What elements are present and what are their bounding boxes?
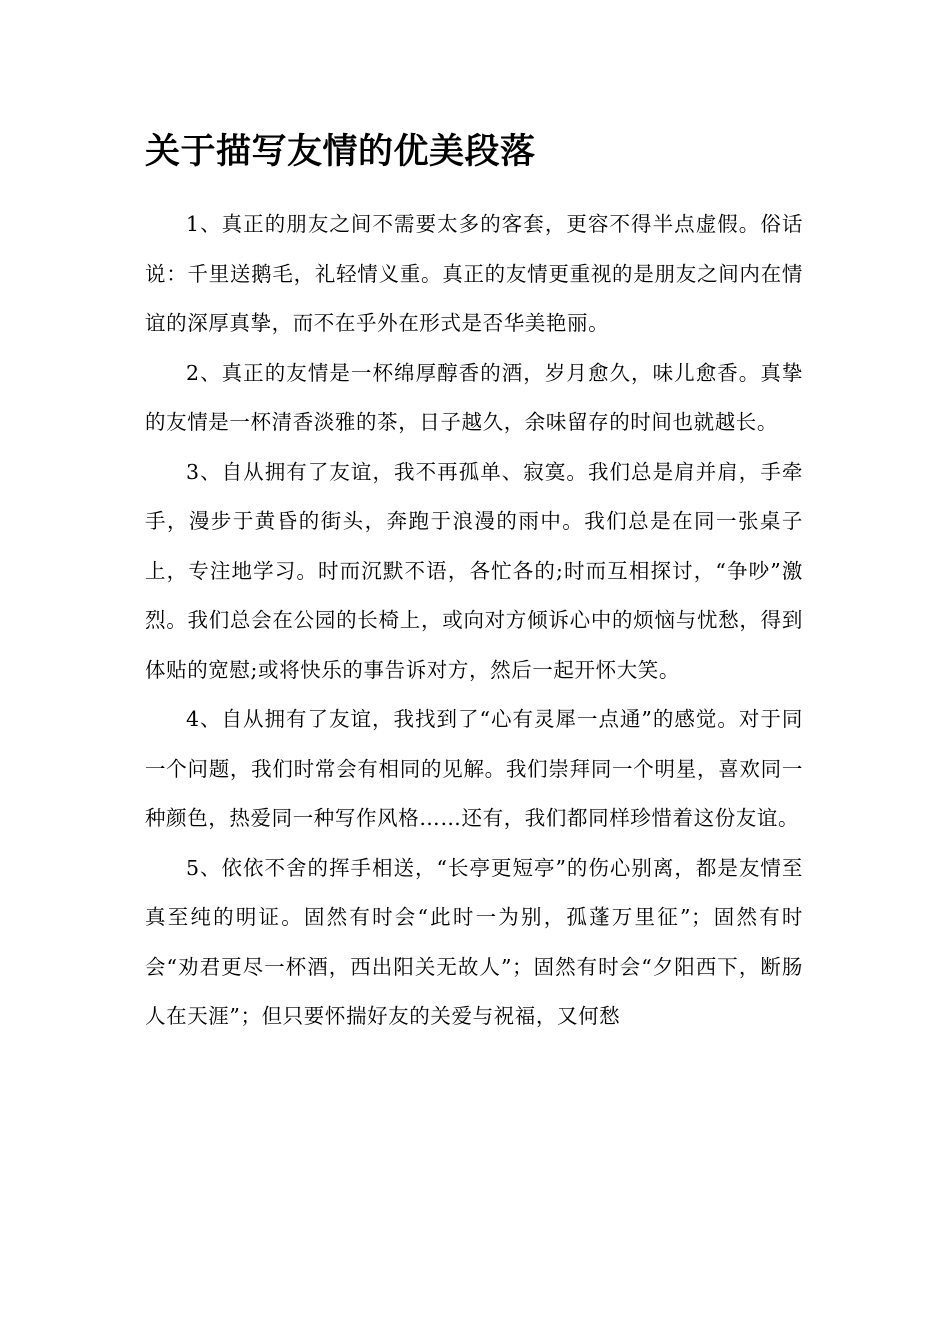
paragraph-5: 5、依依不舍的挥手相送，“长亭更短亭”的伤心别离，都是友情至真至纯的明证。固然有时会“此时一为别，孤蓬万里征”；固然有时会“劝君更尽一杯酒，西出阳关无故人”；固然有时会“夕阳西下，断肠人在天涯”；但只要怀揣好友的关爱与祝福，又何愁: [145, 855, 803, 1028]
document-title: 关于描写友情的优美段落: [145, 131, 536, 172]
document-body: [145, 200, 803, 1042]
paragraph-1: 1、真正的朋友之间不需要太多的客套，更容不得半点虚假。俗话说：千里送鹅毛，礼轻情义重。真正的友情更重视的是朋友之间内在情谊的深厚真挚，而不在乎外在形式是否华美艳丽。: [145, 212, 803, 335]
paragraph-2: 2、真正的友情是一杯绵厚醇香的酒，岁月愈久，味儿愈香。真挚的友情是一杯清香淡雅的茶，日子越久，余味留存的时间也就越长。: [145, 360, 803, 434]
paragraph-4: 4、自从拥有了友谊，我找到了“心有灵犀一点通”的感觉。对于同一个问题，我们时常会有相同的见解。我们崇拜同一个明星，喜欢同一种颜色，热爱同一种写作风格……还有，我们都同样珍惜着这份友谊。: [145, 707, 803, 830]
paragraph-3: 3、自从拥有了友谊，我不再孤单、寂寞。我们总是肩并肩，手牵手，漫步于黄昏的街头，奔跑于浪漫的雨中。我们总是在同一张桌子上，专注地学习。时而沉默不语，各忙各的;时而互相探讨，“争吵”激烈。我们总会在公园的长椅上，或向对方倾诉心中的烦恼与忧愁，得到体贴的宽慰;或将快乐的事告诉对方，然后一起开怀大笑。: [145, 459, 803, 682]
